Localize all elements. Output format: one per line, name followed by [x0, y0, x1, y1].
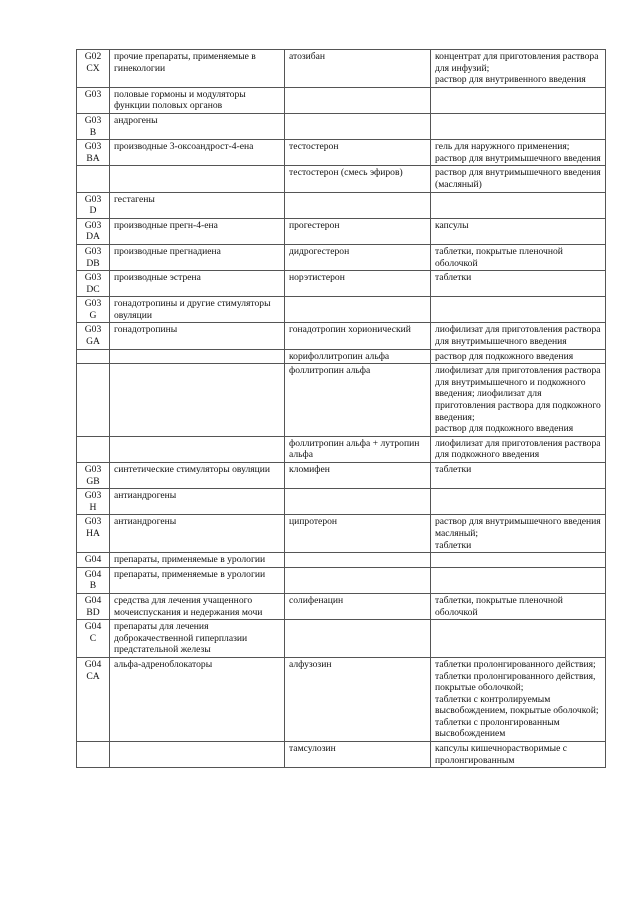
dosage-form-cell: капсулы кишечнорастворимые с пролонгированным [431, 742, 606, 768]
atc-code-cell: G03 H [77, 489, 110, 515]
group-name-cell: гонадотропины и другие стимуляторы овуляции [110, 297, 285, 323]
substance-cell: фоллитропин альфа + лутропин альфа [285, 436, 431, 462]
table-row [77, 271, 606, 297]
table-row [77, 620, 606, 658]
group-name-cell: синтетические стимуляторы овуляции [110, 463, 285, 489]
group-name-cell [110, 349, 285, 364]
substance-cell: дидрогестерон [285, 244, 431, 270]
group-name-cell: антиандрогены [110, 489, 285, 515]
substance-cell: норэтистерон [285, 271, 431, 297]
table-row [77, 463, 606, 489]
dosage-form-cell [431, 87, 606, 113]
substance-cell: солифенацин [285, 593, 431, 619]
group-name-cell: альфа-адреноблокаторы [110, 657, 285, 741]
dosage-form-cell: лиофилизат для приготовления раствора для внутримышечного и подкожного введения; лиофилизат для приготовления раствора для подкожного введения; раствор для подкожного введения [431, 364, 606, 437]
substance-cell: атозибан [285, 50, 431, 88]
table-row [77, 244, 606, 270]
table-row [77, 553, 606, 568]
table-row [77, 364, 606, 437]
group-name-cell [110, 436, 285, 462]
dosage-form-cell [431, 192, 606, 218]
table-row [77, 349, 606, 364]
atc-code-cell: G03 GB [77, 463, 110, 489]
group-name-cell [110, 742, 285, 768]
atc-code-cell: G03 HA [77, 515, 110, 553]
group-name-cell: прочие препараты, применяемые в гинекологии [110, 50, 285, 88]
dosage-form-cell: таблетки [431, 463, 606, 489]
table-row [77, 567, 606, 593]
atc-code-cell: G03 G [77, 297, 110, 323]
substance-cell [285, 192, 431, 218]
dosage-form-cell: концентрат для приготовления раствора для инфузий; раствор для внутривенного введения [431, 50, 606, 88]
dosage-form-cell: лиофилизат для приготовления раствора для подкожного введения [431, 436, 606, 462]
substance-cell: тестостерон [285, 140, 431, 166]
substance-cell: тамсулозин [285, 742, 431, 768]
table-body [77, 50, 606, 768]
atc-code-cell: G02 CX [77, 50, 110, 88]
dosage-form-cell: лиофилизат для приготовления раствора для внутримышечного введения [431, 323, 606, 349]
group-name-cell: производные эстрена [110, 271, 285, 297]
substance-cell: алфузозин [285, 657, 431, 741]
group-name-cell: андрогены [110, 113, 285, 139]
group-name-cell: производные прегн-4-ена [110, 218, 285, 244]
table-row [77, 742, 606, 768]
atc-code-cell: G03 BA [77, 140, 110, 166]
table-row [77, 436, 606, 462]
dosage-form-cell [431, 297, 606, 323]
atc-code-cell [77, 166, 110, 192]
atc-code-cell: G03 [77, 87, 110, 113]
dosage-form-cell [431, 553, 606, 568]
group-name-cell [110, 364, 285, 437]
table-row [77, 489, 606, 515]
table-row [77, 50, 606, 88]
substance-cell [285, 297, 431, 323]
group-name-cell: производные 3-оксоандрост-4-ена [110, 140, 285, 166]
dosage-form-cell: раствор для внутримышечного введения (масляный) [431, 166, 606, 192]
dosage-form-cell [431, 620, 606, 658]
atc-code-cell: G04 B [77, 567, 110, 593]
group-name-cell: производные прегнадиена [110, 244, 285, 270]
table-row [77, 297, 606, 323]
table-row [77, 192, 606, 218]
atc-code-cell: G04 [77, 553, 110, 568]
atc-code-cell [77, 364, 110, 437]
substance-cell: тестостерон (смесь эфиров) [285, 166, 431, 192]
atc-code-cell: G03 DA [77, 218, 110, 244]
substance-cell: кломифен [285, 463, 431, 489]
group-name-cell: гестагены [110, 192, 285, 218]
atc-code-cell: G03 DB [77, 244, 110, 270]
dosage-form-cell [431, 113, 606, 139]
atc-code-cell: G03 D [77, 192, 110, 218]
dosage-form-cell: таблетки, покрытые пленочной оболочкой [431, 244, 606, 270]
table-row [77, 113, 606, 139]
substance-cell [285, 489, 431, 515]
substance-cell: ципротерон [285, 515, 431, 553]
table-row [77, 140, 606, 166]
dosage-form-cell: таблетки, покрытые пленочной оболочкой [431, 593, 606, 619]
atc-code-cell: G03 GA [77, 323, 110, 349]
dosage-form-cell: гель для наружного применения; раствор для внутримышечного введения [431, 140, 606, 166]
atc-code-cell: G03 B [77, 113, 110, 139]
substance-cell: корифоллитропин альфа [285, 349, 431, 364]
dosage-form-cell: таблетки пролонгированного действия; таблетки пролонгированного действия, покрытые оболочкой; таблетки с контролируемым высвобождением, покрытые оболочкой; таблетки с пролонгированным высвобождением [431, 657, 606, 741]
atc-code-cell: G03 DC [77, 271, 110, 297]
atc-code-cell [77, 742, 110, 768]
group-name-cell: препараты, применяемые в урологии [110, 553, 285, 568]
drug-classification-table [76, 49, 606, 768]
atc-code-cell [77, 349, 110, 364]
group-name-cell: препараты для лечения доброкачественной гиперплазии предстательной железы [110, 620, 285, 658]
substance-cell [285, 87, 431, 113]
substance-cell [285, 567, 431, 593]
dosage-form-cell [431, 567, 606, 593]
group-name-cell [110, 166, 285, 192]
substance-cell [285, 553, 431, 568]
table-row [77, 323, 606, 349]
atc-code-cell [77, 436, 110, 462]
group-name-cell: средства для лечения учащенного мочеиспускания и недержания мочи [110, 593, 285, 619]
group-name-cell: гонадотропины [110, 323, 285, 349]
substance-cell [285, 620, 431, 658]
table-row [77, 87, 606, 113]
table-row [77, 166, 606, 192]
group-name-cell: половые гормоны и модуляторы функции половых органов [110, 87, 285, 113]
substance-cell: прогестерон [285, 218, 431, 244]
atc-code-cell: G04 CA [77, 657, 110, 741]
table-row [77, 593, 606, 619]
group-name-cell: препараты, применяемые в урологии [110, 567, 285, 593]
table-row [77, 657, 606, 741]
table-row [77, 218, 606, 244]
substance-cell [285, 113, 431, 139]
dosage-form-cell: капсулы [431, 218, 606, 244]
atc-code-cell: G04 C [77, 620, 110, 658]
dosage-form-cell: таблетки [431, 271, 606, 297]
substance-cell: гонадотропин хорионический [285, 323, 431, 349]
dosage-form-cell [431, 489, 606, 515]
table-row [77, 515, 606, 553]
dosage-form-cell: раствор для внутримышечного введения масляный; таблетки [431, 515, 606, 553]
substance-cell: фоллитропин альфа [285, 364, 431, 437]
dosage-form-cell: раствор для подкожного введения [431, 349, 606, 364]
group-name-cell: антиандрогены [110, 515, 285, 553]
atc-code-cell: G04 BD [77, 593, 110, 619]
